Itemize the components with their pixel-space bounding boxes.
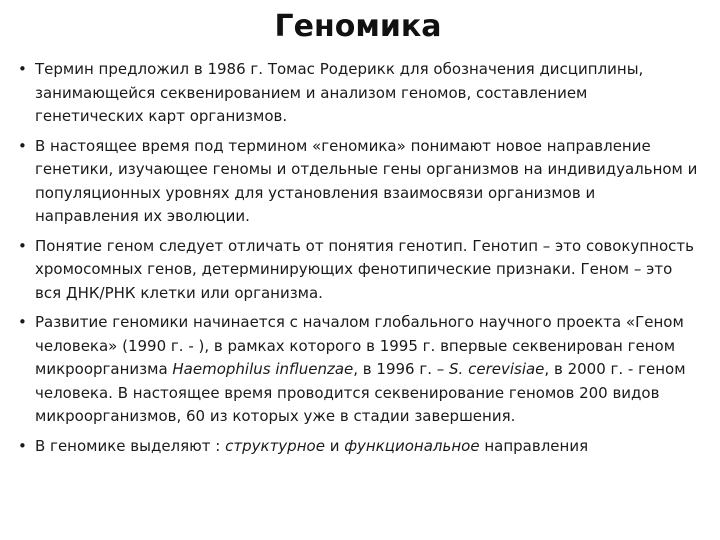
term-functional: функциональное <box>344 436 480 455</box>
bullet-text: В настоящее время под термином «геномика» понимают новое направление генетики, изучающее геномы и отдельные гены организмов на индивидуальном и популяционных уровнях для установления взаимосвязи организмов и направления их эволюции. <box>35 136 698 225</box>
bullet-text-part: и <box>324 436 345 455</box>
bullet-dot-icon: • <box>18 436 27 455</box>
bullet-dot-icon: • <box>18 313 27 331</box>
bullet-item-5 <box>18 435 698 459</box>
bullet-item-3 <box>18 235 698 306</box>
bullet-item-1 <box>18 58 698 129</box>
bullet-text-part: направления <box>479 436 589 455</box>
bullet-text: Термин предложил в 1986 г. Томас Родерикк для обозначения дисциплины, занимающейся секвенированием и анализом геномов, составлением генетических карт организмов. <box>35 60 644 125</box>
bullet-text: Понятие геном следует отличать от понятия генотип. Генотип – это совокупность хромосомных генов, детерминирующих фенотипические признаки. Геном – это вся ДНК/РНК клетки или организма. <box>35 236 694 302</box>
term-structural: структурное <box>225 436 325 455</box>
bullet-text-part: , в 2000 г. - геном человека. В настоящее время проводится секвенирование геномов 200 видов микроорганизмов, 60 из которых уже в стадии завершения. <box>35 360 686 425</box>
bullet-item-2 <box>18 135 698 229</box>
slide-title: Геномика <box>274 9 442 44</box>
bullet-list <box>18 58 698 458</box>
bullet-text-part: В геномике выделяют : <box>35 436 226 455</box>
bullet-dot-icon: • <box>18 60 27 78</box>
bullet-item-4 <box>18 311 698 429</box>
bullet-text-part: Развитие геномики начинается с началом глобального научного проекта «Геном человека» (1990 г. - ), в рамках которого в 1995 г. впервые секвенирован геном микроорганизма <box>35 313 684 378</box>
bullet-dot-icon: • <box>18 236 27 255</box>
bullet-text-part: , в 1996 г. – <box>353 360 450 378</box>
bullet-dot-icon: • <box>18 136 27 155</box>
species-name-cerevisiae: S. cerevisiae <box>449 360 545 378</box>
species-name-haemophilus: Haemophilus influenzae <box>172 360 354 378</box>
